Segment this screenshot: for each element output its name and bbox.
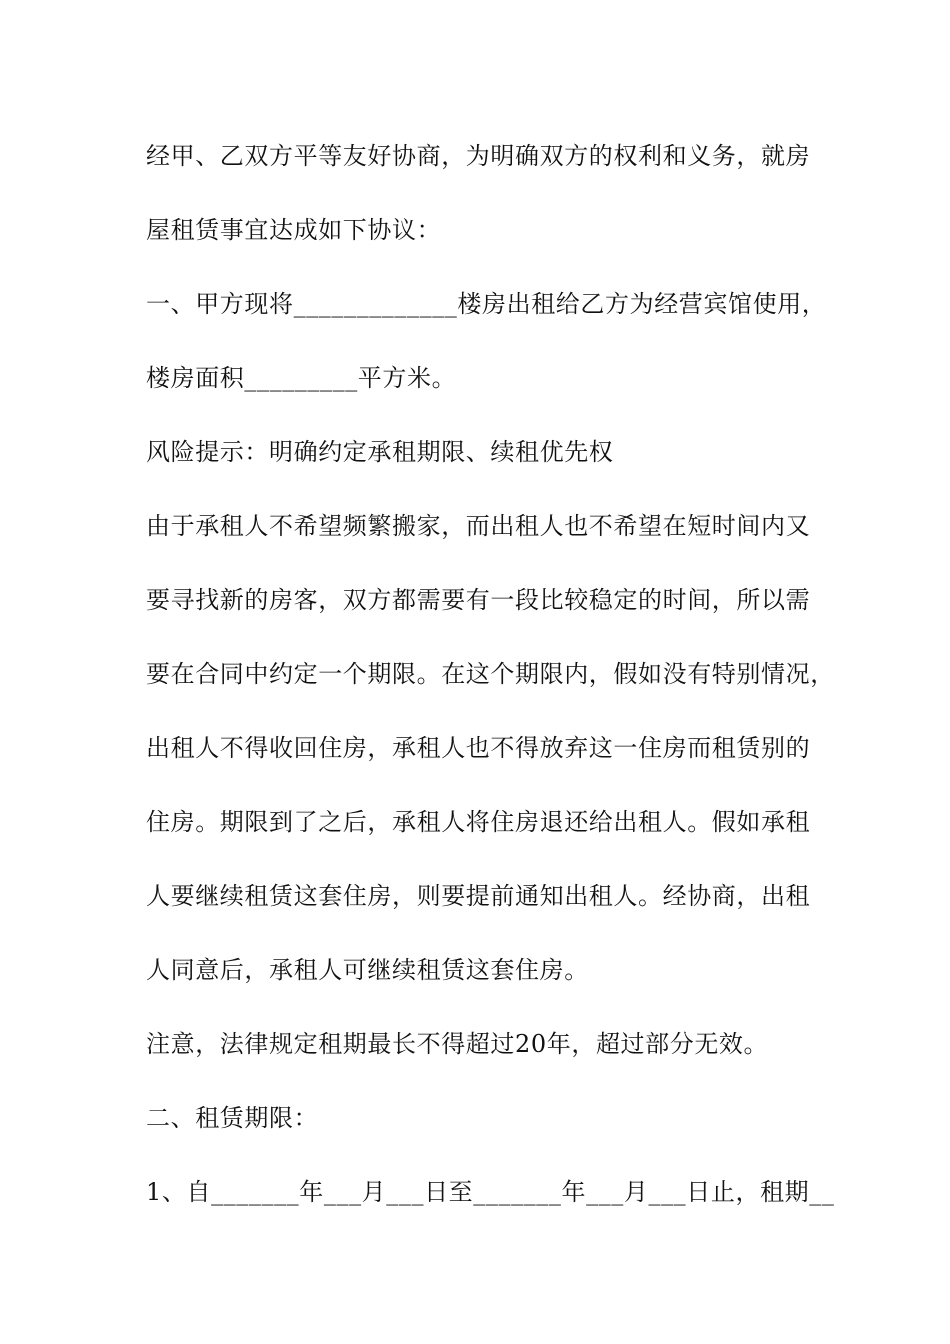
- explanation-line-4: 出租人不得收回住房，承租人也不得放弃这一住房而租赁别的: [146, 734, 811, 762]
- paragraph-line-2: 屋租赁事宜达成如下协议：: [146, 216, 442, 244]
- explanation-line-2: 要寻找新的房客，双方都需要有一段比较稳定的时间，所以需: [146, 586, 811, 614]
- explanation-line-3: 要在合同中约定一个期限。在这个期限内，假如没有特别情况，: [146, 660, 835, 688]
- explanation-line-5: 住房。期限到了之后，承租人将住房退还给出租人。假如承租: [146, 808, 811, 836]
- clause-2-heading: 二、租赁期限：: [146, 1104, 319, 1132]
- clause-1-line-2: 楼房面积_________平方米。: [146, 364, 457, 392]
- clause-1-line-1: 一、甲方现将_____________楼房出租给乙方为经营宾馆使用，: [146, 290, 827, 318]
- explanation-line-7: 人同意后，承租人可继续租赁这套住房。: [146, 956, 589, 984]
- risk-tip-heading: 风险提示：明确约定承租期限、续租优先权: [146, 438, 614, 466]
- note-line: 注意，法律规定租期最长不得超过20年，超过部分无效。: [146, 1030, 769, 1058]
- explanation-line-6: 人要继续租赁这套住房，则要提前通知出租人。经协商，出租: [146, 882, 811, 910]
- explanation-line-1: 由于承租人不希望频繁搬家，而出租人也不希望在短时间内又: [146, 512, 811, 540]
- paragraph-line-1: 经甲、乙双方平等友好协商，为明确双方的权利和义务，就房: [146, 142, 811, 170]
- clause-2-item-1: 1、自_______年___月___日至_______年___月___日止，租期__: [146, 1178, 835, 1206]
